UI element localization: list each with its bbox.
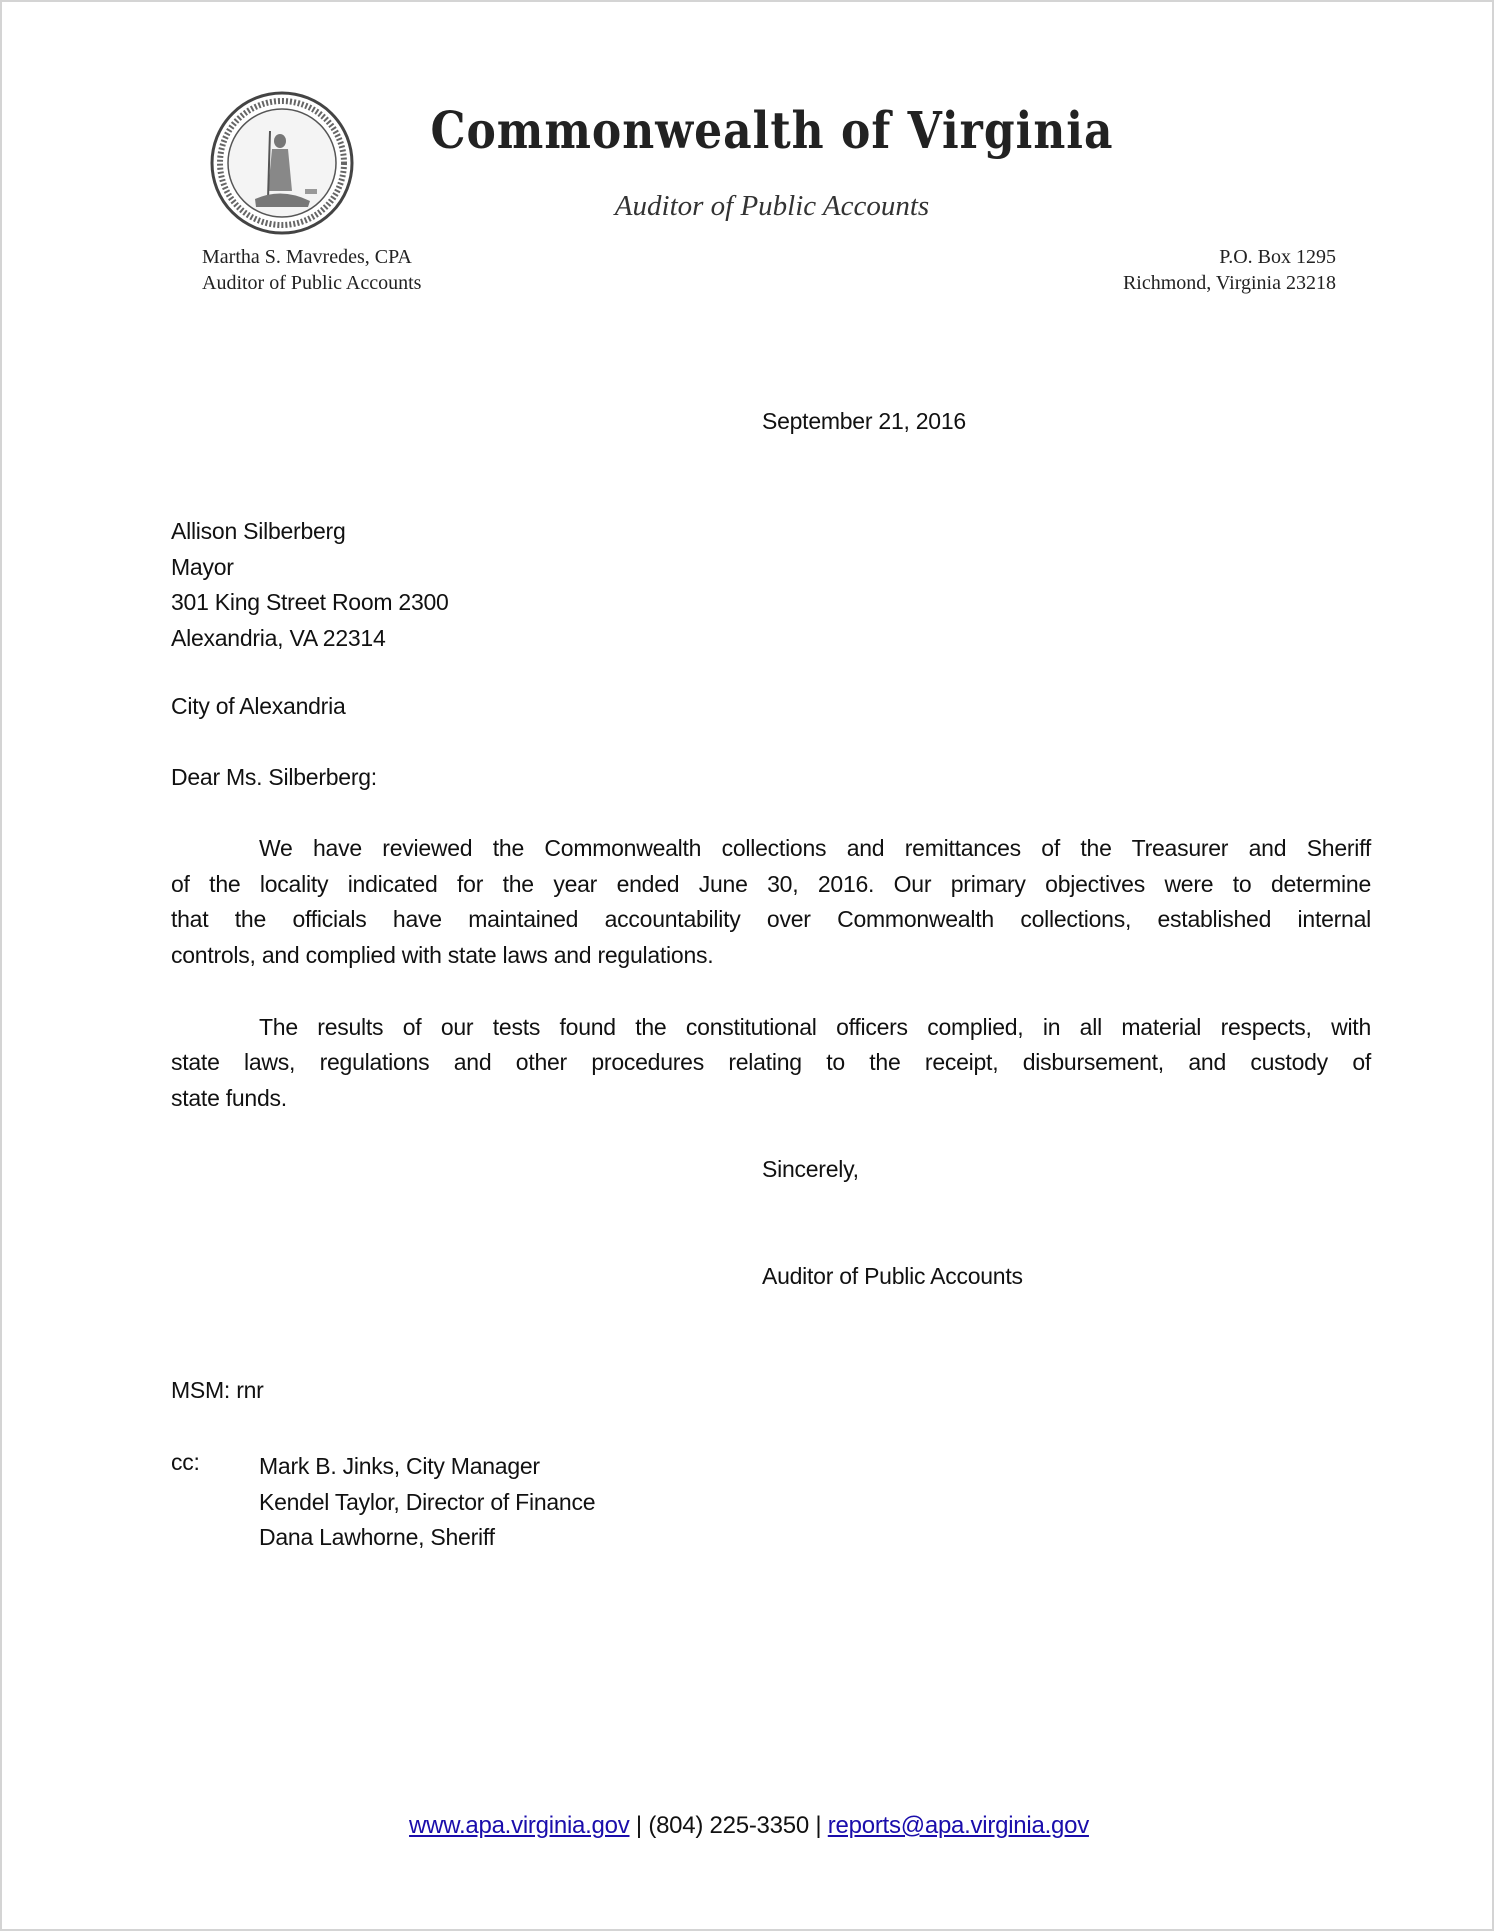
cc-item: Dana Lawhorne, Sheriff (259, 1524, 495, 1551)
letter-date: September 21, 2016 (762, 408, 966, 434)
cc-item: Mark B. Jinks, City Manager (259, 1453, 540, 1479)
cc-item: Kendel Taylor, Director of Finance (259, 1488, 596, 1515)
auditor-title: Auditor of Public Accounts (202, 272, 422, 294)
website-link[interactable]: www.apa.virginia.gov (409, 1812, 630, 1839)
footer-separator: | (635, 1812, 642, 1839)
city-state-zip: Richmond, Virginia 23218 (1122, 272, 1336, 294)
locality: City of Alexandria (171, 693, 346, 719)
paragraph-line: The results of our tests found the constitutional officers complied, in all material respects, with (259, 1014, 1371, 1040)
recipient-street: 301 King Street Room 2300 (171, 589, 449, 616)
email-link[interactable]: reports@apa.virginia.gov (827, 1812, 1089, 1839)
paragraph-line: state laws, regulations and other procedures relating to the receipt, disbursement, and custody of (171, 1049, 1371, 1075)
paragraph-line: controls, and complied with state laws and regulations. (171, 942, 714, 968)
auditor-name: Martha S. Mavredes, CPA (202, 246, 412, 268)
closing: Sincerely, (762, 1156, 859, 1182)
initials: MSM: rnr (171, 1377, 264, 1403)
recipient-name: Allison Silberberg (171, 518, 346, 544)
footer (2, 1812, 1494, 1840)
paragraph-line: state funds. (171, 1085, 287, 1111)
paragraph-line: We have reviewed the Commonwealth collections and remittances of the Treasurer and Sheriff (259, 835, 1371, 861)
paragraph-line: of the locality indicated for the year ended June 30, 2016. Our primary objectives were to determine (171, 871, 1371, 897)
letterhead-title: Commonwealth of Virginia (430, 102, 1114, 161)
cc-label: cc: (171, 1449, 200, 1475)
recipient-city: Alexandria, VA 22314 (171, 625, 386, 652)
recipient-title: Mayor (171, 553, 234, 580)
salutation: Dear Ms. Silberberg: (171, 764, 377, 790)
footer-separator: | (815, 1812, 822, 1839)
paragraph-line: that the officials have maintained accountability over Commonwealth collections, established internal (171, 906, 1371, 932)
footer-phone: (804) 225-3350 (648, 1812, 809, 1839)
recipient-block (171, 514, 449, 657)
address-block (1123, 244, 1336, 296)
cc-list (259, 1449, 595, 1556)
po-box: P.O. Box 1295 (1219, 246, 1336, 268)
auditor-block (202, 244, 421, 296)
signature: Auditor of Public Accounts (762, 1263, 1023, 1289)
letterhead-subtitle: Auditor of Public Accounts (614, 190, 930, 222)
